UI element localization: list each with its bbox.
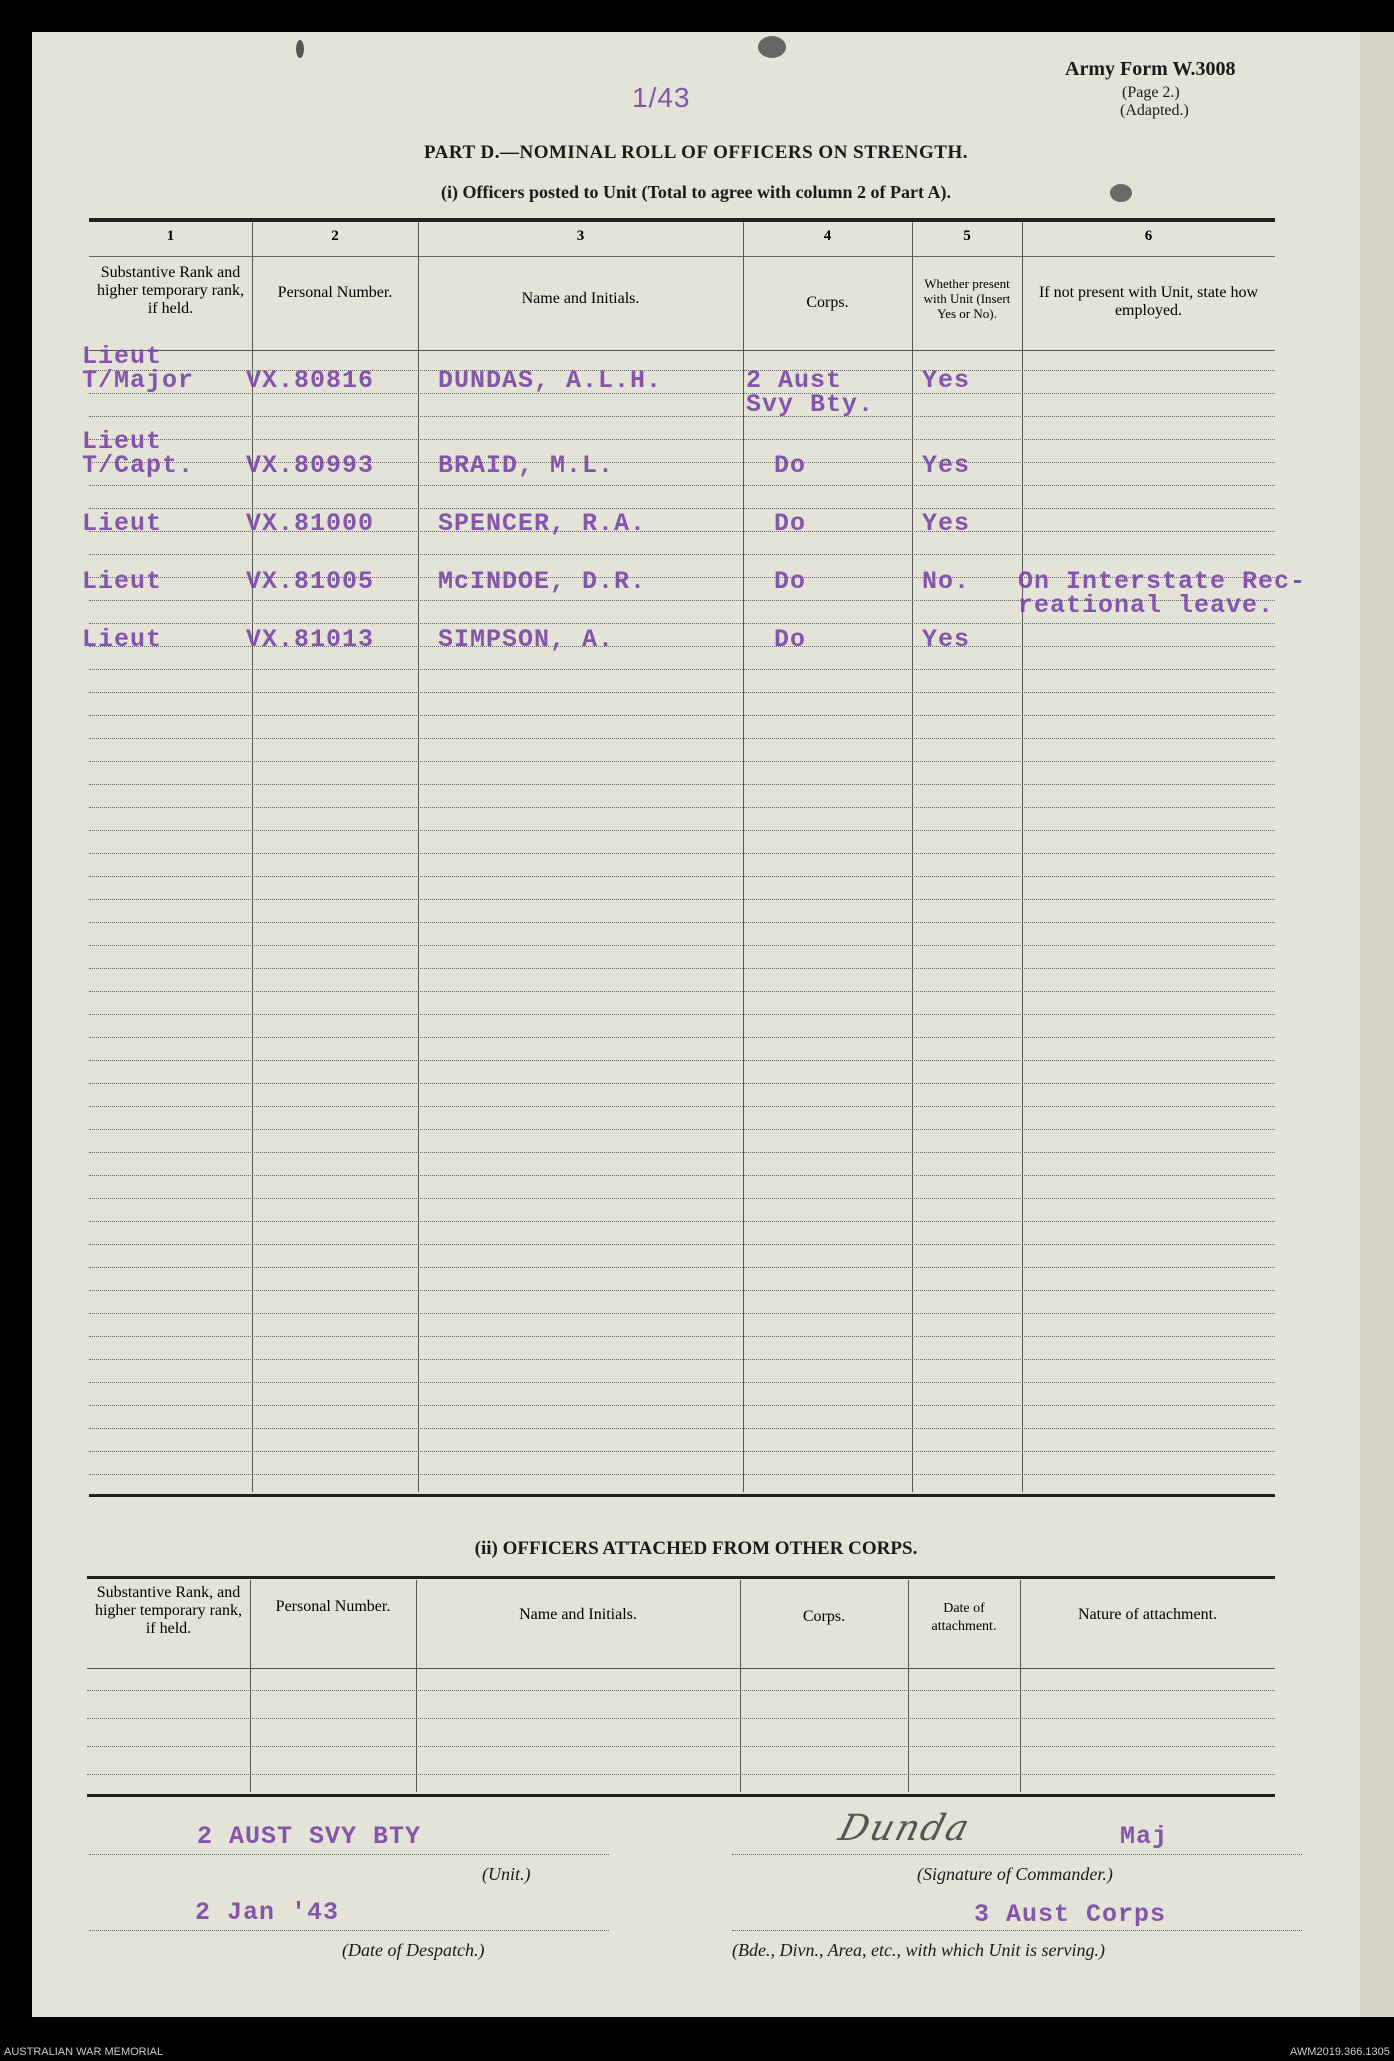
column-divider (912, 222, 913, 1492)
ruled-line (89, 1198, 1275, 1199)
form-adapted: (Adapted.) (1120, 102, 1189, 119)
rank-cell: T/Major (82, 366, 195, 395)
ruled-line (89, 945, 1275, 946)
column-header: Nature of attachment. (1077, 1606, 1218, 1623)
ink-blot (296, 40, 304, 58)
column-divider (416, 1580, 417, 1792)
ruled-line (89, 830, 1275, 831)
ruled-line (89, 623, 1275, 624)
personal-number-cell: VX.80816 (246, 366, 375, 395)
ruled-line (89, 1060, 1275, 1061)
attached-heading: (ii) OFFICERS ATTACHED FROM OTHER CORPS. (474, 1538, 918, 1559)
ruled-line (89, 1106, 1275, 1107)
column-divider (908, 1580, 909, 1792)
column-divider (418, 222, 419, 1492)
ruled-line (87, 1718, 1275, 1719)
ruled-line (89, 1014, 1275, 1015)
ruled-line (89, 876, 1275, 877)
form-page (32, 32, 1360, 2017)
signature-rank: Maj (1120, 1822, 1169, 1851)
column-header: Corps. (802, 1608, 846, 1625)
ruled-line (89, 669, 1275, 670)
ruled-line (89, 1152, 1275, 1153)
present-cell: Yes (922, 509, 971, 538)
ruled-line (87, 1690, 1275, 1691)
employed-cell: reational leave. (1018, 591, 1275, 620)
part-d-heading: PART D.—NOMINAL ROLL OF OFFICERS ON STRENGTH. (423, 142, 969, 163)
table-bottom-rule (89, 1494, 1275, 1497)
credit-left: AUSTRALIAN WAR MEMORIAL (4, 2046, 164, 2058)
ruled-line (87, 1746, 1275, 1747)
column-header: Date of attachment. (931, 1601, 997, 1634)
corps-cell: Do (774, 451, 807, 480)
column-number: 4 (823, 228, 832, 244)
paper-edge (1360, 32, 1394, 2017)
rank-cell: Lieut (82, 342, 163, 371)
personal-number-cell: VX.81000 (246, 509, 375, 538)
form-page-number: (Page 2.) (1122, 84, 1180, 101)
bde-line (732, 1930, 1302, 1931)
ruled-line (89, 485, 1275, 486)
present-cell: Yes (922, 366, 971, 395)
column-header: Personal Number. (277, 284, 393, 301)
table-top-rule (89, 218, 1275, 222)
form-title: Army Form W.3008 (1065, 58, 1236, 80)
ruled-line (89, 715, 1275, 716)
unit-line (89, 1854, 609, 1855)
header-underline (89, 256, 1275, 257)
personal-number-cell: VX.80993 (246, 451, 375, 480)
column-divider (740, 1580, 741, 1792)
column-number: 2 (331, 228, 339, 244)
header-bottom-rule (87, 1668, 1275, 1669)
column-divider (743, 222, 744, 1492)
ruled-line (89, 807, 1275, 808)
column-number: 6 (1144, 228, 1153, 244)
rank-cell: Lieut (82, 427, 163, 456)
column-header: Corps. (806, 294, 849, 311)
unit-label: (Unit.) (482, 1864, 531, 1884)
column-header: Substantive Rank, and higher temporary rank, if held. (94, 1584, 243, 1637)
ruled-line (87, 1774, 1275, 1775)
attached-top-rule (87, 1576, 1275, 1579)
corps-cell: Svy Bty. (746, 390, 875, 419)
ruled-line (89, 1129, 1275, 1130)
rank-cell: T/Capt. (82, 451, 195, 480)
column-number: 1 (166, 228, 175, 244)
ruled-line (89, 1175, 1275, 1176)
name-cell: DUNDAS, A.L.H. (438, 366, 663, 395)
corps-cell: Do (774, 509, 807, 538)
column-header: Name and Initials. (519, 1606, 637, 1623)
ruled-line (89, 1244, 1275, 1245)
ruled-line (89, 968, 1275, 969)
corps-cell: 2 Aust (746, 366, 843, 395)
ink-blot (758, 36, 786, 58)
signature-line (732, 1854, 1302, 1855)
ruled-line (89, 1313, 1275, 1314)
name-cell: SIMPSON, A. (438, 625, 615, 654)
ruled-line (89, 853, 1275, 854)
rank-cell: Lieut (82, 567, 163, 596)
ruled-line (89, 922, 1275, 923)
bde-value: 3 Aust Corps (974, 1900, 1167, 1929)
column-header: Personal Number. (275, 1598, 391, 1615)
date-value: 2 Jan '43 (195, 1898, 340, 1927)
present-cell: Yes (922, 625, 971, 654)
signature-label: (Signature of Commander.) (917, 1864, 1113, 1884)
ruled-line (89, 738, 1275, 739)
corps-cell: Do (774, 625, 807, 654)
ruled-line (89, 761, 1275, 762)
column-header: Name and Initials. (521, 290, 640, 307)
rank-cell: Lieut (82, 625, 163, 654)
column-divider (1022, 222, 1023, 1492)
ruled-line (89, 1382, 1275, 1383)
column-number: 3 (576, 228, 585, 244)
ruled-line (89, 991, 1275, 992)
ruled-line (89, 1290, 1275, 1291)
ruled-line (89, 1405, 1275, 1406)
ruled-line (89, 1359, 1275, 1360)
name-cell: McINDOE, D.R. (438, 567, 647, 596)
present-cell: Yes (922, 451, 971, 480)
ruled-line (89, 1083, 1275, 1084)
personal-number-cell: VX.81013 (246, 625, 375, 654)
column-divider (252, 222, 253, 1492)
ruled-line (89, 692, 1275, 693)
column-number: 5 (963, 228, 971, 244)
column-header: Whether present with Unit (Insert Yes or No). (923, 276, 1011, 321)
column-header: If not present with Unit, state how employed. (1038, 284, 1259, 319)
handwritten-number: 1/43 (632, 82, 691, 113)
ruled-line (89, 416, 1275, 417)
ruled-line (89, 784, 1275, 785)
date-label: (Date of Despatch.) (342, 1940, 485, 1960)
ruled-line (89, 1037, 1275, 1038)
header-bottom-rule (89, 350, 1275, 351)
ruled-line (89, 1267, 1275, 1268)
present-cell: No. (922, 567, 971, 596)
column-divider (1020, 1580, 1021, 1792)
column-header: Substantive Rank and higher temporary rank, if held. (96, 264, 245, 317)
name-cell: BRAID, M.L. (438, 451, 615, 480)
ruled-line (89, 1474, 1275, 1475)
unit-value: 2 AUST SVY BTY (197, 1822, 422, 1851)
bde-label: (Bde., Divn., Area, etc., with which Unit is serving.) (732, 1940, 1105, 1960)
ruled-line (89, 1336, 1275, 1337)
attached-bottom-rule (87, 1794, 1275, 1797)
ruled-line (89, 1221, 1275, 1222)
personal-number-cell: VX.81005 (246, 567, 375, 596)
part-d-subheading: (i) Officers posted to Unit (Total to agree with column 2 of Part A). (441, 182, 951, 202)
ruled-line (89, 899, 1275, 900)
corps-cell: Do (774, 567, 807, 596)
column-divider (250, 1580, 251, 1792)
credit-right: AWM2019.366.1305 (1290, 2046, 1390, 2058)
rank-cell: Lieut (82, 509, 163, 538)
ruled-line (89, 1451, 1275, 1452)
signature: Dunda (834, 1808, 976, 1849)
ruled-line (89, 1428, 1275, 1429)
date-line (89, 1930, 609, 1931)
name-cell: SPENCER, R.A. (438, 509, 647, 538)
ruled-line (89, 554, 1275, 555)
employed-cell: On Interstate Rec- (1018, 567, 1307, 596)
ruled-line (89, 439, 1275, 440)
